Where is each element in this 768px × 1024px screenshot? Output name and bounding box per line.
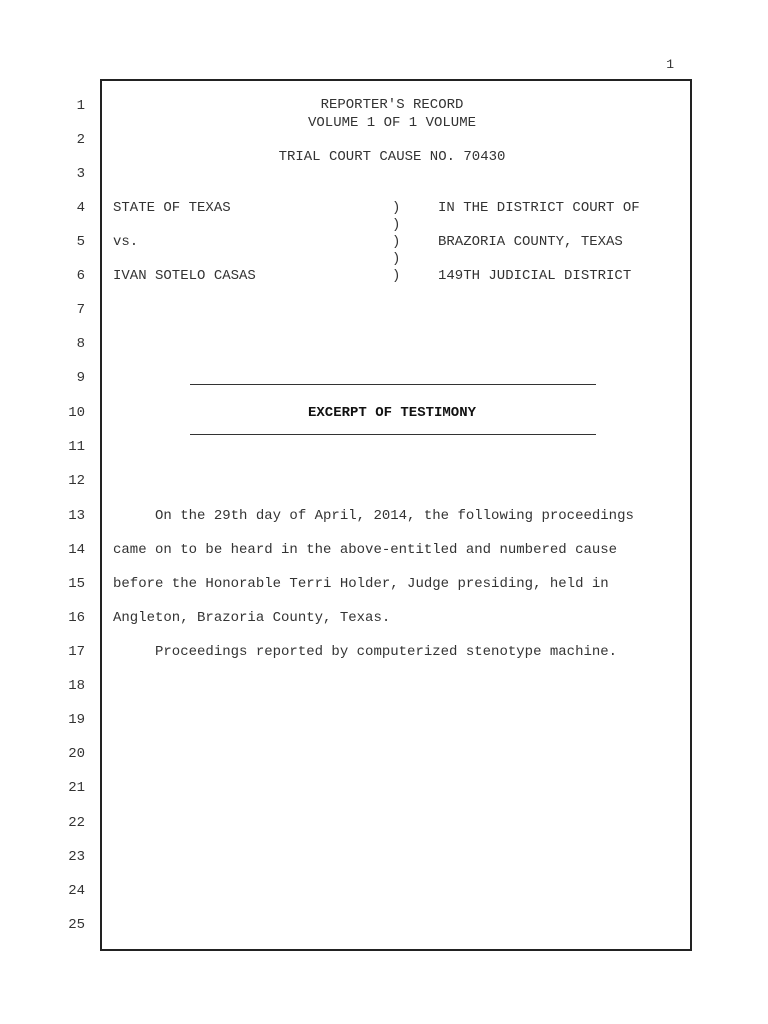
line-number: 12 [68, 473, 85, 489]
line-number: 4 [76, 200, 85, 216]
line-number: 9 [76, 370, 85, 386]
line-number: 13 [68, 508, 85, 524]
line-number: 15 [68, 576, 85, 592]
caption-paren: ) [392, 251, 401, 267]
line-number: 23 [68, 849, 85, 865]
line-number: 10 [68, 405, 85, 421]
line-number: 11 [68, 439, 85, 455]
line-number: 14 [68, 542, 85, 558]
line-number: 17 [68, 644, 85, 660]
line-number: 2 [76, 132, 85, 148]
body-line: before the Honorable Terri Holder, Judge presiding, held in [113, 576, 609, 592]
line-number: 3 [76, 166, 85, 182]
body-line: came on to be heard in the above-entitled and numbered cause [113, 542, 618, 558]
line-number: 1 [76, 98, 85, 114]
page-number: 1 [666, 57, 674, 72]
cause-number: TRIAL COURT CAUSE NO. 70430 [278, 149, 506, 165]
caption-paren: ) [392, 234, 401, 250]
line-number: 8 [76, 336, 85, 352]
line-number: 18 [68, 678, 85, 694]
caption-paren: ) [392, 268, 401, 284]
caption-left-vs: vs. [113, 234, 139, 250]
caption-right-county: BRAZORIA COUNTY, TEXAS [438, 234, 623, 250]
line-number: 19 [68, 712, 85, 728]
caption-right-court: IN THE DISTRICT COURT OF [438, 200, 640, 216]
line-number: 22 [68, 815, 85, 831]
volume-line: VOLUME 1 OF 1 VOLUME [307, 115, 477, 131]
caption-right-district: 149TH JUDICIAL DISTRICT [438, 268, 632, 284]
caption-left-defendant: IVAN SOTELO CASAS [113, 268, 256, 284]
line-number: 6 [76, 268, 85, 284]
line-number: 21 [68, 780, 85, 796]
body-line: Angleton, Brazoria County, Texas. [113, 610, 391, 626]
line-number: 16 [68, 610, 85, 626]
caption-paren: ) [392, 217, 401, 233]
caption-left-state: STATE OF TEXAS [113, 200, 231, 216]
caption-paren: ) [392, 200, 401, 216]
title-rule-top [190, 384, 596, 385]
line-number: 7 [76, 302, 85, 318]
body-line: Proceedings reported by computerized stenotype machine. [113, 644, 618, 660]
excerpt-title: EXCERPT OF TESTIMONY [307, 405, 477, 421]
line-number: 24 [68, 883, 85, 899]
record-title: REPORTER'S RECORD [320, 97, 464, 113]
line-number: 20 [68, 746, 85, 762]
line-number: 25 [68, 917, 85, 933]
title-rule-bottom [190, 434, 596, 435]
body-line: On the 29th day of April, 2014, the following proceedings [113, 508, 634, 524]
line-number: 5 [76, 234, 85, 250]
